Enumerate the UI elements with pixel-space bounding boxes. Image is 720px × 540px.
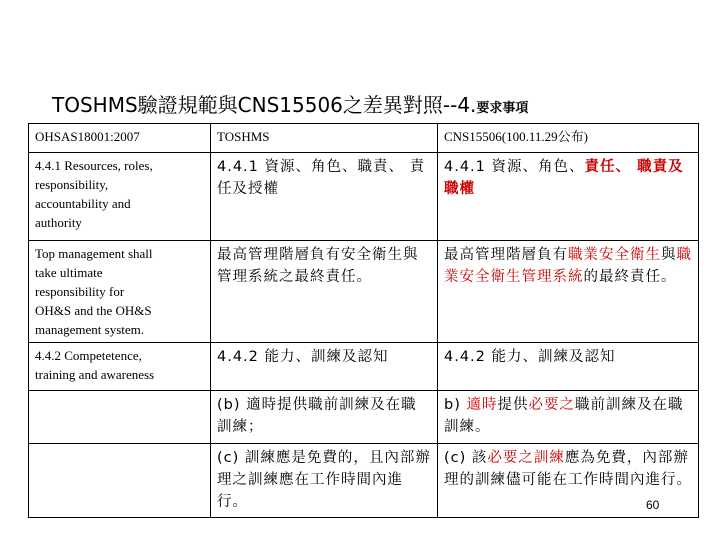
table-row xyxy=(29,241,699,343)
cell-text: 最高管理階層負有 xyxy=(444,247,568,263)
cell-text: b) xyxy=(444,397,467,413)
cns-cell xyxy=(438,391,699,444)
slide-title-suffix: 要求事項 xyxy=(476,101,529,116)
toshms-cell: (b) 適時提供職前訓練及在職訓練； xyxy=(211,391,438,444)
table-row xyxy=(29,444,699,518)
cns-cell xyxy=(438,153,699,241)
toshms-cell: 最高管理階層負有安全衛生與管理系統之最終責任。 xyxy=(211,241,438,343)
table-header-row xyxy=(29,124,699,153)
slide-title xyxy=(52,92,692,118)
header-cns: CNS15506(100.11.29公布) xyxy=(438,124,699,153)
highlighted-text: 職業安全衛生管理系統 xyxy=(444,247,692,285)
highlighted-text: 適時 xyxy=(466,397,498,413)
highlighted-text: 職業安全衛生 xyxy=(568,247,661,263)
toshms-cell: 4.4.2 能力、訓練及認知 xyxy=(211,343,438,391)
toshms-cell: (c) 訓練應是免費的，且內部辦理之訓練應在工作時間內進行。 xyxy=(211,444,438,518)
ohsas-cell: Top management shall take ultimate responsibility for OH&S and the OH&S management system. xyxy=(29,241,211,343)
ohsas-cell xyxy=(29,444,211,518)
highlighted-text: 必要之 xyxy=(528,397,575,413)
highlighted-text: 必要之訓練 xyxy=(487,450,565,466)
page-number: 60 xyxy=(646,498,660,512)
toshms-cell: 4.4.1 資源、角色、職責、 責任及授權 xyxy=(211,153,438,241)
cell-text: 4.4.2 能力、訓練及認知 xyxy=(444,349,616,365)
cell-text: 提供 xyxy=(497,397,529,413)
cell-text: 的最終責任。 xyxy=(583,269,677,285)
highlighted-text: 責任、 職責及職權 xyxy=(444,159,684,197)
cell-text: (c) 該 xyxy=(444,450,488,466)
table-row xyxy=(29,391,699,444)
cell-text: 應為免費，內部辦理的訓練儘可能在工作時間內進行。 xyxy=(444,450,692,488)
cell-text: 職前訓練及在職訓練。 xyxy=(444,397,684,435)
ohsas-cell xyxy=(29,391,211,444)
cns-cell xyxy=(438,343,699,391)
cns-cell xyxy=(438,241,699,343)
cell-text: 與 xyxy=(661,247,677,263)
slide-title-main: TOSHMS驗證規範與CNS15506之差異對照--4. xyxy=(52,93,477,117)
ohsas-cell: 4.4.1 Resources, roles, responsibility, accountability and authority xyxy=(29,153,211,241)
header-toshms: TOSHMS xyxy=(211,124,438,153)
table-row xyxy=(29,153,699,241)
cell-text: 4.4.1 資源、角色、 xyxy=(444,159,585,175)
ohsas-cell: 4.4.2 Competetence, training and awareness xyxy=(29,343,211,391)
comparison-table xyxy=(28,123,699,518)
table-row xyxy=(29,343,699,391)
header-ohsas: OHSAS18001:2007 xyxy=(29,124,211,153)
